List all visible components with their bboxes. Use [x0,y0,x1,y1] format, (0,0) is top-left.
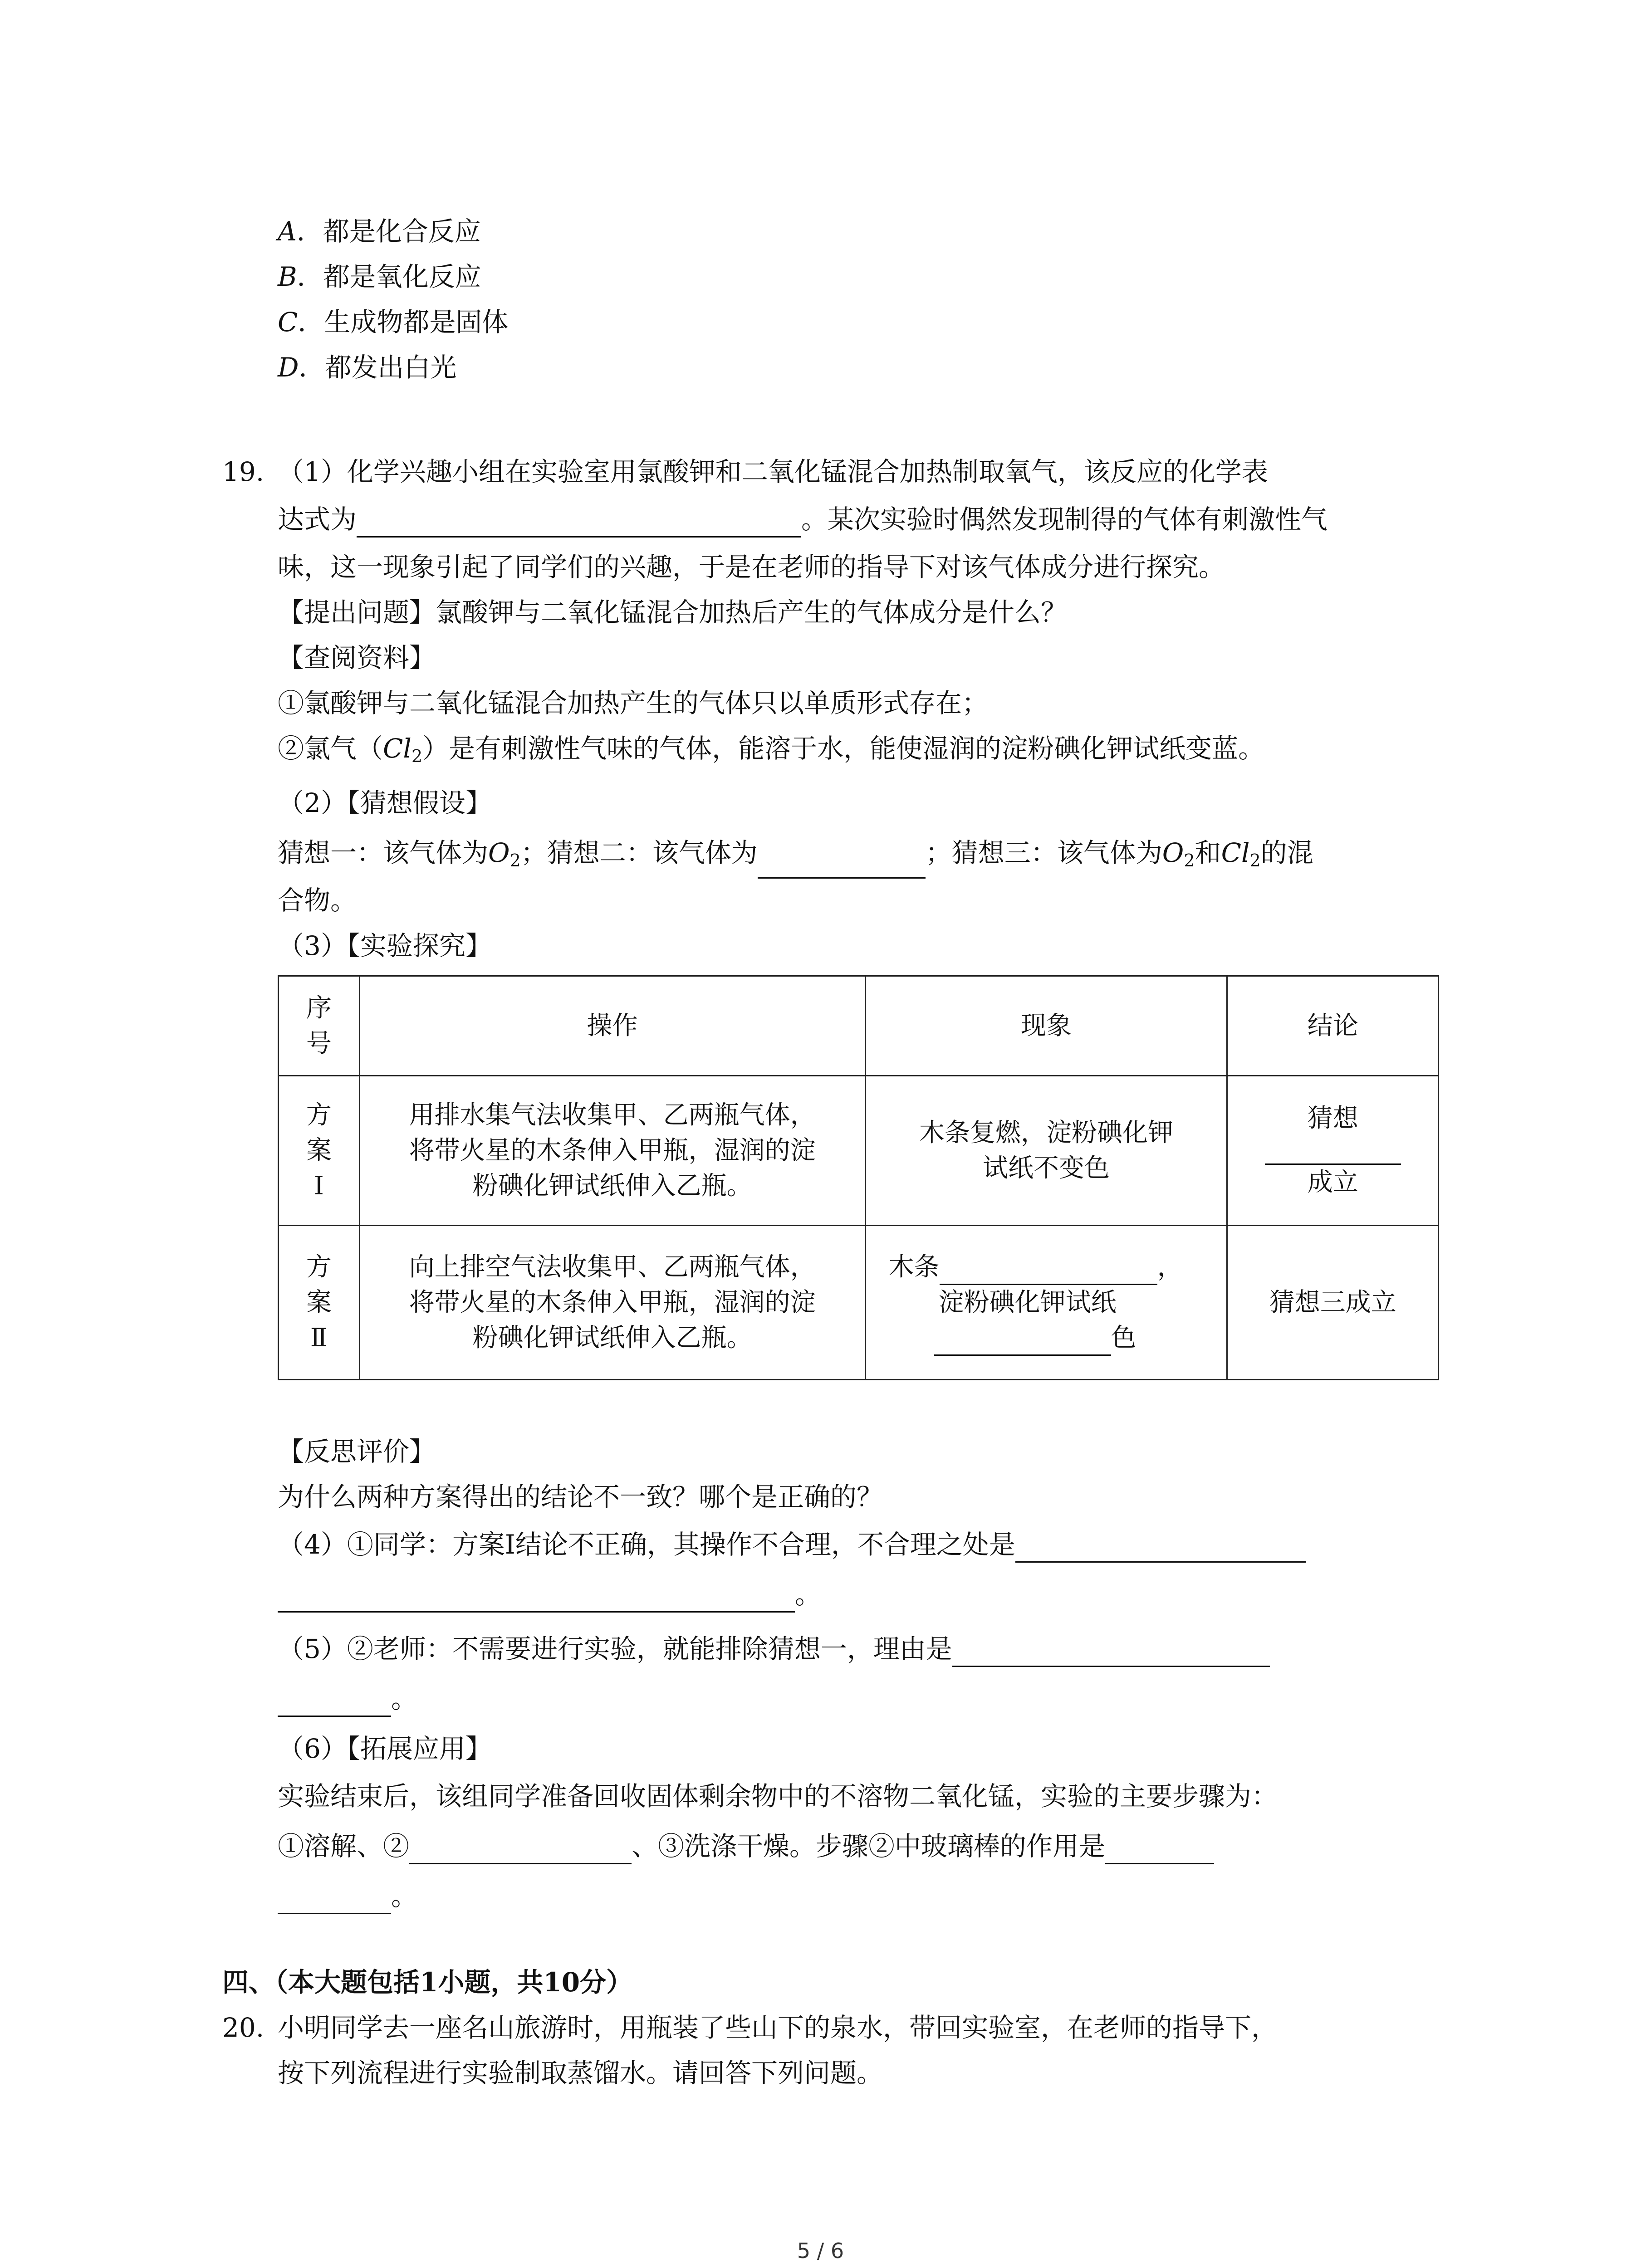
row2-seq: 方 案 Ⅱ [279,1226,360,1380]
page-number: 5 / 6 [797,2239,844,2263]
row2-phenomenon: 木条 ， 淀粉碘化钾试纸 色 [865,1226,1227,1380]
header-operation: 操作 [359,976,865,1076]
q19-question: 【提出问题】氯酸钾与二氧化锰混合加热后产生的气体成分是什么？ [278,597,1068,628]
q19-part5: （5）②老师：不需要进行实验，就能排除猜想一，理由是 [278,1631,1270,1667]
row1-conclusion: 猜想 成立 [1227,1076,1439,1226]
table-row [279,1226,1439,1380]
option-d: D．都发出白光 [278,352,457,383]
option-a: A．都是化合反应 [278,216,481,247]
row1-seq: 方 案 Ⅰ [279,1076,360,1226]
answer-blank-equation[interactable] [357,508,801,538]
q19-reflect-title: 【反思评价】 [278,1436,436,1467]
q19-part6-cont: 。 [278,1878,417,1914]
header-seq: 序 号 [279,976,360,1076]
q19-part5-cont: 。 [278,1681,417,1717]
q19-part3-title: （3）【实验探究】 [278,930,492,961]
q19-part1-line2: 达式为 。某次实验时偶然发现制得的气体有刺激性气 [278,501,1327,538]
answer-blank-row2-color[interactable] [934,1328,1111,1356]
q19-part6-line2: ①溶解、② 、③洗涤干燥。步骤②中玻璃棒的作用是 [278,1828,1214,1864]
q19-part6-line1: 实验结束后，该组同学准备回收固体剩余物中的不溶物二氧化锰，实验的主要步骤为： [278,1781,1278,1812]
q19-part1-line1: （1）化学兴趣小组在实验室用氯酸钾和二氧化锰混合加热制取氧气，该反应的化学表 [278,456,1268,487]
q19-part4-cont: 。 [278,1576,821,1613]
answer-blank-part6-rod-b[interactable] [278,1885,391,1914]
option-c: C．生成物都是固体 [278,307,509,337]
option-b: B．都是氧化反应 [278,261,481,292]
answer-blank-part4a[interactable] [1015,1533,1306,1563]
row1-phenomenon: 木条复燃，淀粉碘化钾 试纸不变色 [865,1076,1227,1226]
row1-operation: 用排水集气法收集甲、乙两瓶气体， 将带火星的木条伸入甲瓶，湿润的淀 粉碘化钾试纸伸入乙瓶。 [359,1076,865,1226]
header-phenomenon: 现象 [865,976,1227,1076]
answer-blank-part6-rod-a[interactable] [1105,1835,1214,1864]
q19-number: 19. [222,456,265,487]
row2-conclusion: 猜想三成立 [1227,1226,1439,1380]
answer-blank-part6-step2[interactable] [409,1835,632,1864]
q19-part2-title: （2）【猜想假设】 [278,787,492,818]
table-row [279,1076,1439,1226]
experiment-table [278,975,1439,1380]
header-conclusion: 结论 [1227,976,1439,1076]
q19-reflect-question: 为什么两种方案得出的结论不一致？哪个是正确的？ [278,1481,883,1512]
q19-ref-title: 【查阅资料】 [278,642,436,673]
q19-hypotheses-end: 合物。 [278,885,357,916]
answer-blank-part4b[interactable] [278,1583,795,1613]
q19-hypotheses: 猜想一：该气体为$O_2$；猜想二：该气体为 ；猜想三：该气体为$O_2$和$Cl_2$的混 [278,835,1313,879]
answer-blank-row1-conclusion[interactable] [1265,1145,1401,1165]
q20-number: 20. [222,2012,265,2043]
answer-blank-hypothesis2[interactable] [758,849,926,879]
q19-part1-line3: 味，这一现象引起了同学们的兴趣，于是在老师的指导下对该气体成分进行探究。 [278,552,1225,582]
q19-ref1: ①氯酸钾与二氧化锰混合加热产生的气体只以单质形式存在； [278,688,989,719]
section-four-heading: 四、（本大题包括1小题，共10分） [222,1967,633,1998]
row2-operation: 向上排空气法收集甲、乙两瓶气体， 将带火星的木条伸入甲瓶，湿润的淀 粉碘化钾试纸伸入乙瓶。 [359,1226,865,1380]
answer-blank-row2-stick[interactable] [940,1257,1157,1285]
q19-part6-title: （6）【拓展应用】 [278,1733,492,1764]
q20-line2: 按下列流程进行实验制取蒸馏水。请回答下列问题。 [278,2058,883,2088]
answer-blank-part5a[interactable] [952,1637,1270,1667]
table-header-row [279,976,1439,1076]
q20-line1: 小明同学去一座名山旅游时，用瓶装了些山下的泉水，带回实验室，在老师的指导下， [278,2012,1278,2043]
q19-ref2: ②氯气$(Cl_2)$是有刺激性气味的气体，能溶于水，能使湿润的淀粉碘化钾试纸变蓝。 [278,733,1265,766]
answer-blank-part5b[interactable] [278,1687,391,1717]
q19-part4: （4）①同学：方案Ⅰ结论不正确，其操作不合理，不合理之处是 [278,1526,1306,1563]
